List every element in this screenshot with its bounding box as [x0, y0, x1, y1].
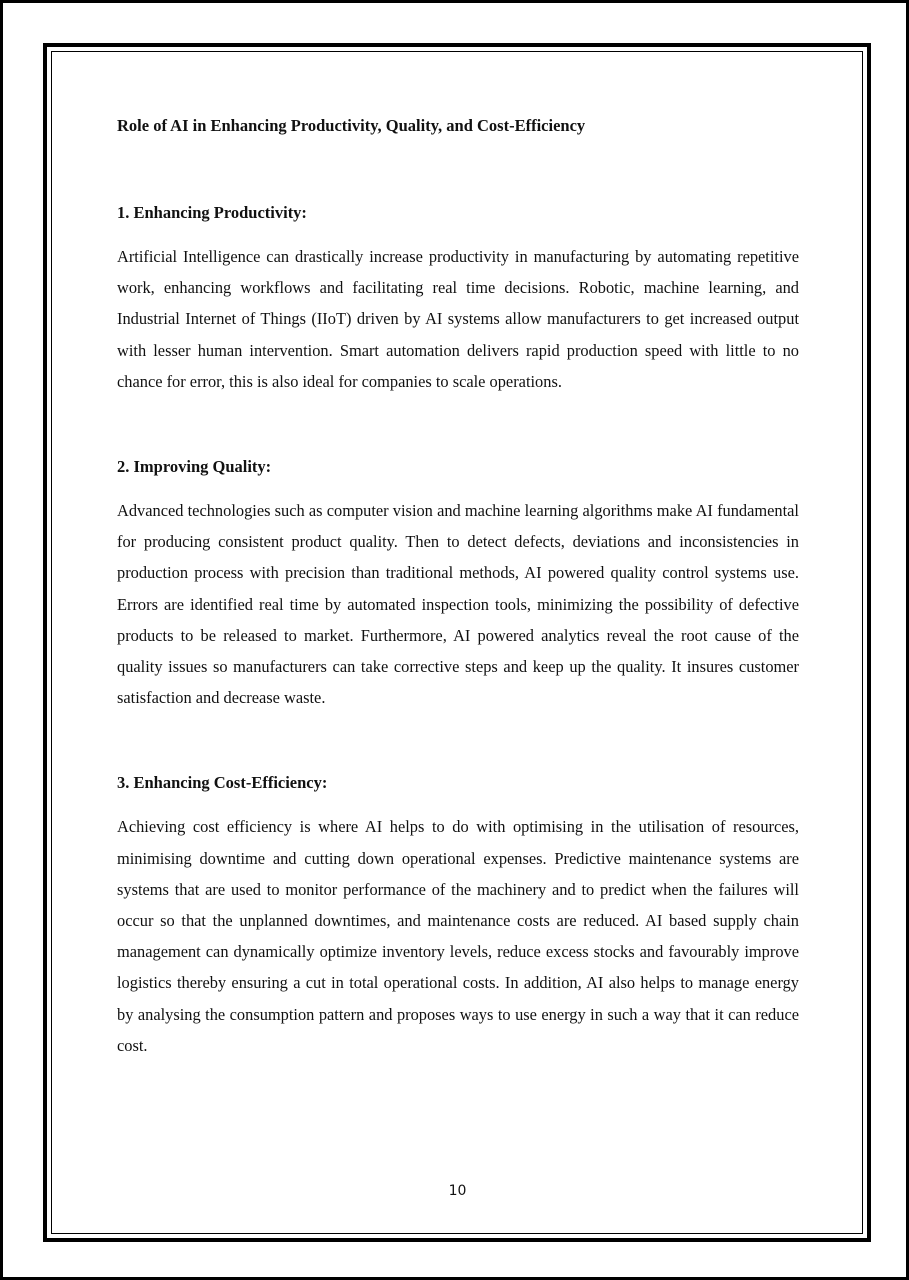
document-content: [117, 111, 799, 1061]
section-body-quality: Advanced technologies such as computer vision and machine learning algorithms make AI fundamental for producing consistent product quality. Then to detect defects, deviations and inconsistencies in production process with precision than traditional methods, AI powered quality control systems use. Errors are identified real time by automated inspection tools, minimizing the possibility of defective products to be released to market. Furthermore, AI powered analytics reveal the root cause of the quality issues so manufacturers can take corrective steps and keep up the quality. It insures customer satisfaction and decrease waste.: [117, 501, 799, 708]
page-number: 10: [448, 1183, 467, 1199]
document-title: Role of AI in Enhancing Productivity, Quality, and Cost-Efficiency: [117, 116, 586, 135]
section-body-cost-efficiency: Achieving cost efficiency is where AI helps to do with optimising in the utilisation of resources, minimising downtime and cutting down operational expenses. Predictive maintenance systems are systems that are used to monitor performance of the machinery and to predict when the failures will occur so that the unplanned downtimes, and maintenance costs are reduced. AI based supply chain management can dynamically optimize inventory levels, reduce excess stocks and favourably improve logistics thereby ensuring a cut in total operational costs. In addition, AI also helps to manage energy by analysing the consumption pattern and proposes ways to use energy in such a way that it can reduce cost.: [117, 817, 799, 1055]
section-heading-productivity: 1. Enhancing Productivity:: [117, 203, 307, 222]
section-body-productivity: Artificial Intelligence can drastically increase productivity in manufacturing by automating repetitive work, enhancing workflows and facilitating real time decisions. Robotic, machine learning, and Industrial Internet of Things (IIoT) driven by AI systems allow manufacturers to get increased output with lesser human intervention. Smart automation delivers rapid production speed with little to no chance for error, this is also ideal for companies to scale operations.: [117, 247, 799, 391]
section-heading-quality: 2. Improving Quality:: [117, 457, 272, 477]
section-heading-cost-efficiency: 3. Enhancing Cost-Efficiency:: [117, 773, 328, 793]
